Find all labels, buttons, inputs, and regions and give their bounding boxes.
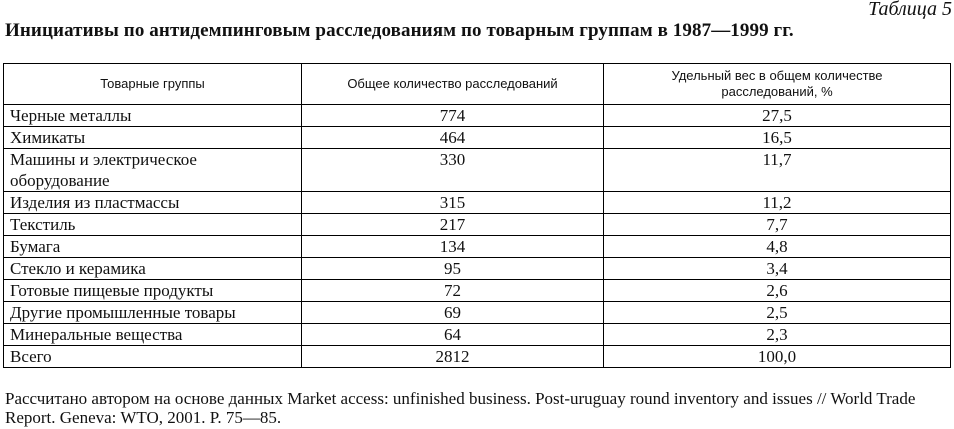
cell-share: 16,5 <box>604 127 951 149</box>
cell-group: Минеральные вещества <box>4 324 302 346</box>
cell-share: 2,3 <box>604 324 951 346</box>
table-body <box>4 105 951 368</box>
cell-share: 11,7 <box>604 149 951 192</box>
cell-share: 100,0 <box>604 346 951 368</box>
table-row <box>4 302 951 324</box>
cell-share: 7,7 <box>604 214 951 236</box>
column-header-count: Общее количество расследований <box>302 64 604 105</box>
table-row <box>4 346 951 368</box>
cell-group: Изделия из пластмассы <box>4 192 302 214</box>
cell-count: 64 <box>302 324 604 346</box>
cell-share: 27,5 <box>604 105 951 127</box>
table-row <box>4 258 951 280</box>
table-row <box>4 149 951 192</box>
table-row <box>4 324 951 346</box>
table-number-label: Таблица 5 <box>868 0 952 20</box>
table-row <box>4 127 951 149</box>
table-row <box>4 192 951 214</box>
cell-count: 95 <box>302 258 604 280</box>
cell-share: 11,2 <box>604 192 951 214</box>
column-header-share: Удельный вес в общем количестве расследований, % <box>604 64 951 105</box>
cell-group: Стекло и керамика <box>4 258 302 280</box>
table-row <box>4 214 951 236</box>
cell-group: Всего <box>4 346 302 368</box>
cell-share: 2,6 <box>604 280 951 302</box>
cell-count: 2812 <box>302 346 604 368</box>
cell-group: Другие промышленные товары <box>4 302 302 324</box>
source-footnote: Рассчитано автором на основе данных Market access: unfinished business. Post-uruguay round inventory and issues // World Trade Report. Geneva: WTO, 2001. P. 75—85. <box>5 389 916 427</box>
cell-group: Черные металлы <box>4 105 302 127</box>
cell-count: 217 <box>302 214 604 236</box>
cell-group: Текстиль <box>4 214 302 236</box>
cell-share: 3,4 <box>604 258 951 280</box>
table-header-row <box>4 64 951 105</box>
cell-count: 69 <box>302 302 604 324</box>
cell-group: Химикаты <box>4 127 302 149</box>
cell-group: Машины и электрическое оборудование <box>4 149 302 192</box>
cell-count: 774 <box>302 105 604 127</box>
cell-count: 315 <box>302 192 604 214</box>
table-row <box>4 236 951 258</box>
cell-share: 2,5 <box>604 302 951 324</box>
cell-count: 134 <box>302 236 604 258</box>
column-header-group: Товарные группы <box>4 64 302 105</box>
table-title: Инициативы по антидемпинговым расследованиям по товарным группам в 1987—1999 гг. <box>5 20 794 41</box>
table-row <box>4 280 951 302</box>
cell-count: 330 <box>302 149 604 192</box>
investigations-table <box>3 63 951 368</box>
cell-count: 464 <box>302 127 604 149</box>
cell-group: Бумага <box>4 236 302 258</box>
table-row <box>4 105 951 127</box>
cell-share: 4,8 <box>604 236 951 258</box>
cell-group: Готовые пищевые продукты <box>4 280 302 302</box>
cell-count: 72 <box>302 280 604 302</box>
